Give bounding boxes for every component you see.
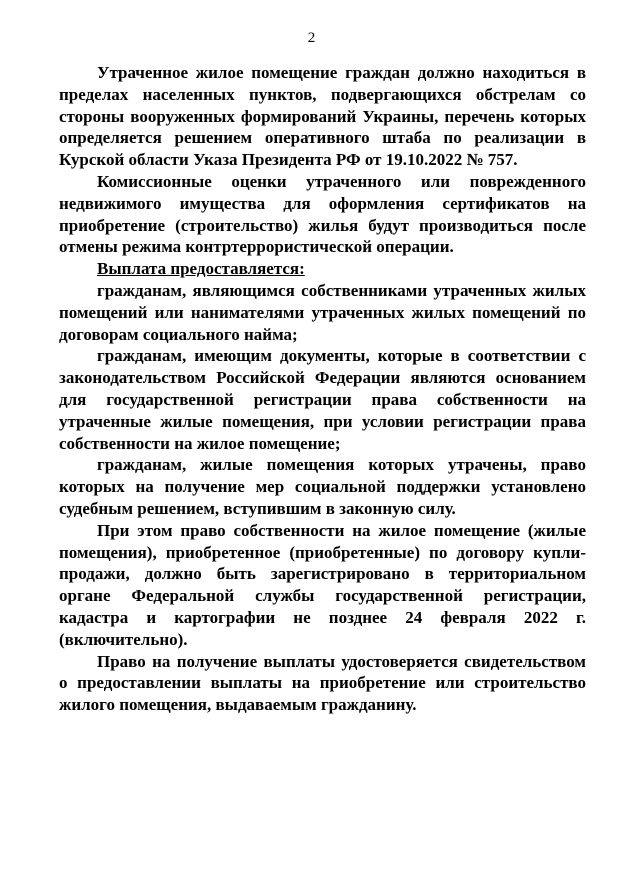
paragraph-recipients-court: гражданам, жилые помещения которых утрачены, право которых на получение мер социальной поддержки установлено судебным решением, вступившим в законную силу. [59,455,586,518]
document-body [59,62,586,716]
paragraph-recipients-owners: гражданам, являющимся собственниками утраченных жилых помещений или нанимателями утраченных жилых помещений по договорам социального найма; [59,280,586,344]
paragraph-lost-housing-location: Утраченное жилое помещение граждан должно находиться в пределах населенных пунктов, подвергающихся обстрелам со стороны вооруженных формирований Украины, перечень которых определяется решением оперативного штаба по реализации в Курской области Указа Президента РФ от 19.10.2022 № 757. [59,63,586,170]
paragraph-recipients-documents: гражданам, имеющим документы, которые в соответствии с законодательством Российской Федерации являются основанием для государственной регистрации права собственности на утраченные жилые помещения, при условии регистрации права собственности на жилое помещение; [59,346,586,453]
heading-payment-recipients: Выплата предоставляется: [97,259,305,279]
paragraph-property-assessment: Комиссионные оценки утраченного или поврежденного недвижимого имущества для оформления сертификатов на приобретение (строительство) жилья будут производиться после отмены режима контртеррористической операции. [59,171,586,257]
page-number: 2 [307,30,316,46]
paragraph-certificate: Право на получение выплаты удостоверяется свидетельством о предоставлении выплаты на приобретение или строительство жилого помещения, выдаваемым гражданину. [59,651,586,715]
paragraph-ownership-registration: При этом право собственности на жилое помещение (жилые помещения), приобретенное (приобретенные) по договору купли-продажи, должно быть зарегистрировано в территориальном органе Федеральной службы государственной регистрации, кадастра и картографии не позднее 24 февраля 2022 г. (включительно). [59,520,586,649]
